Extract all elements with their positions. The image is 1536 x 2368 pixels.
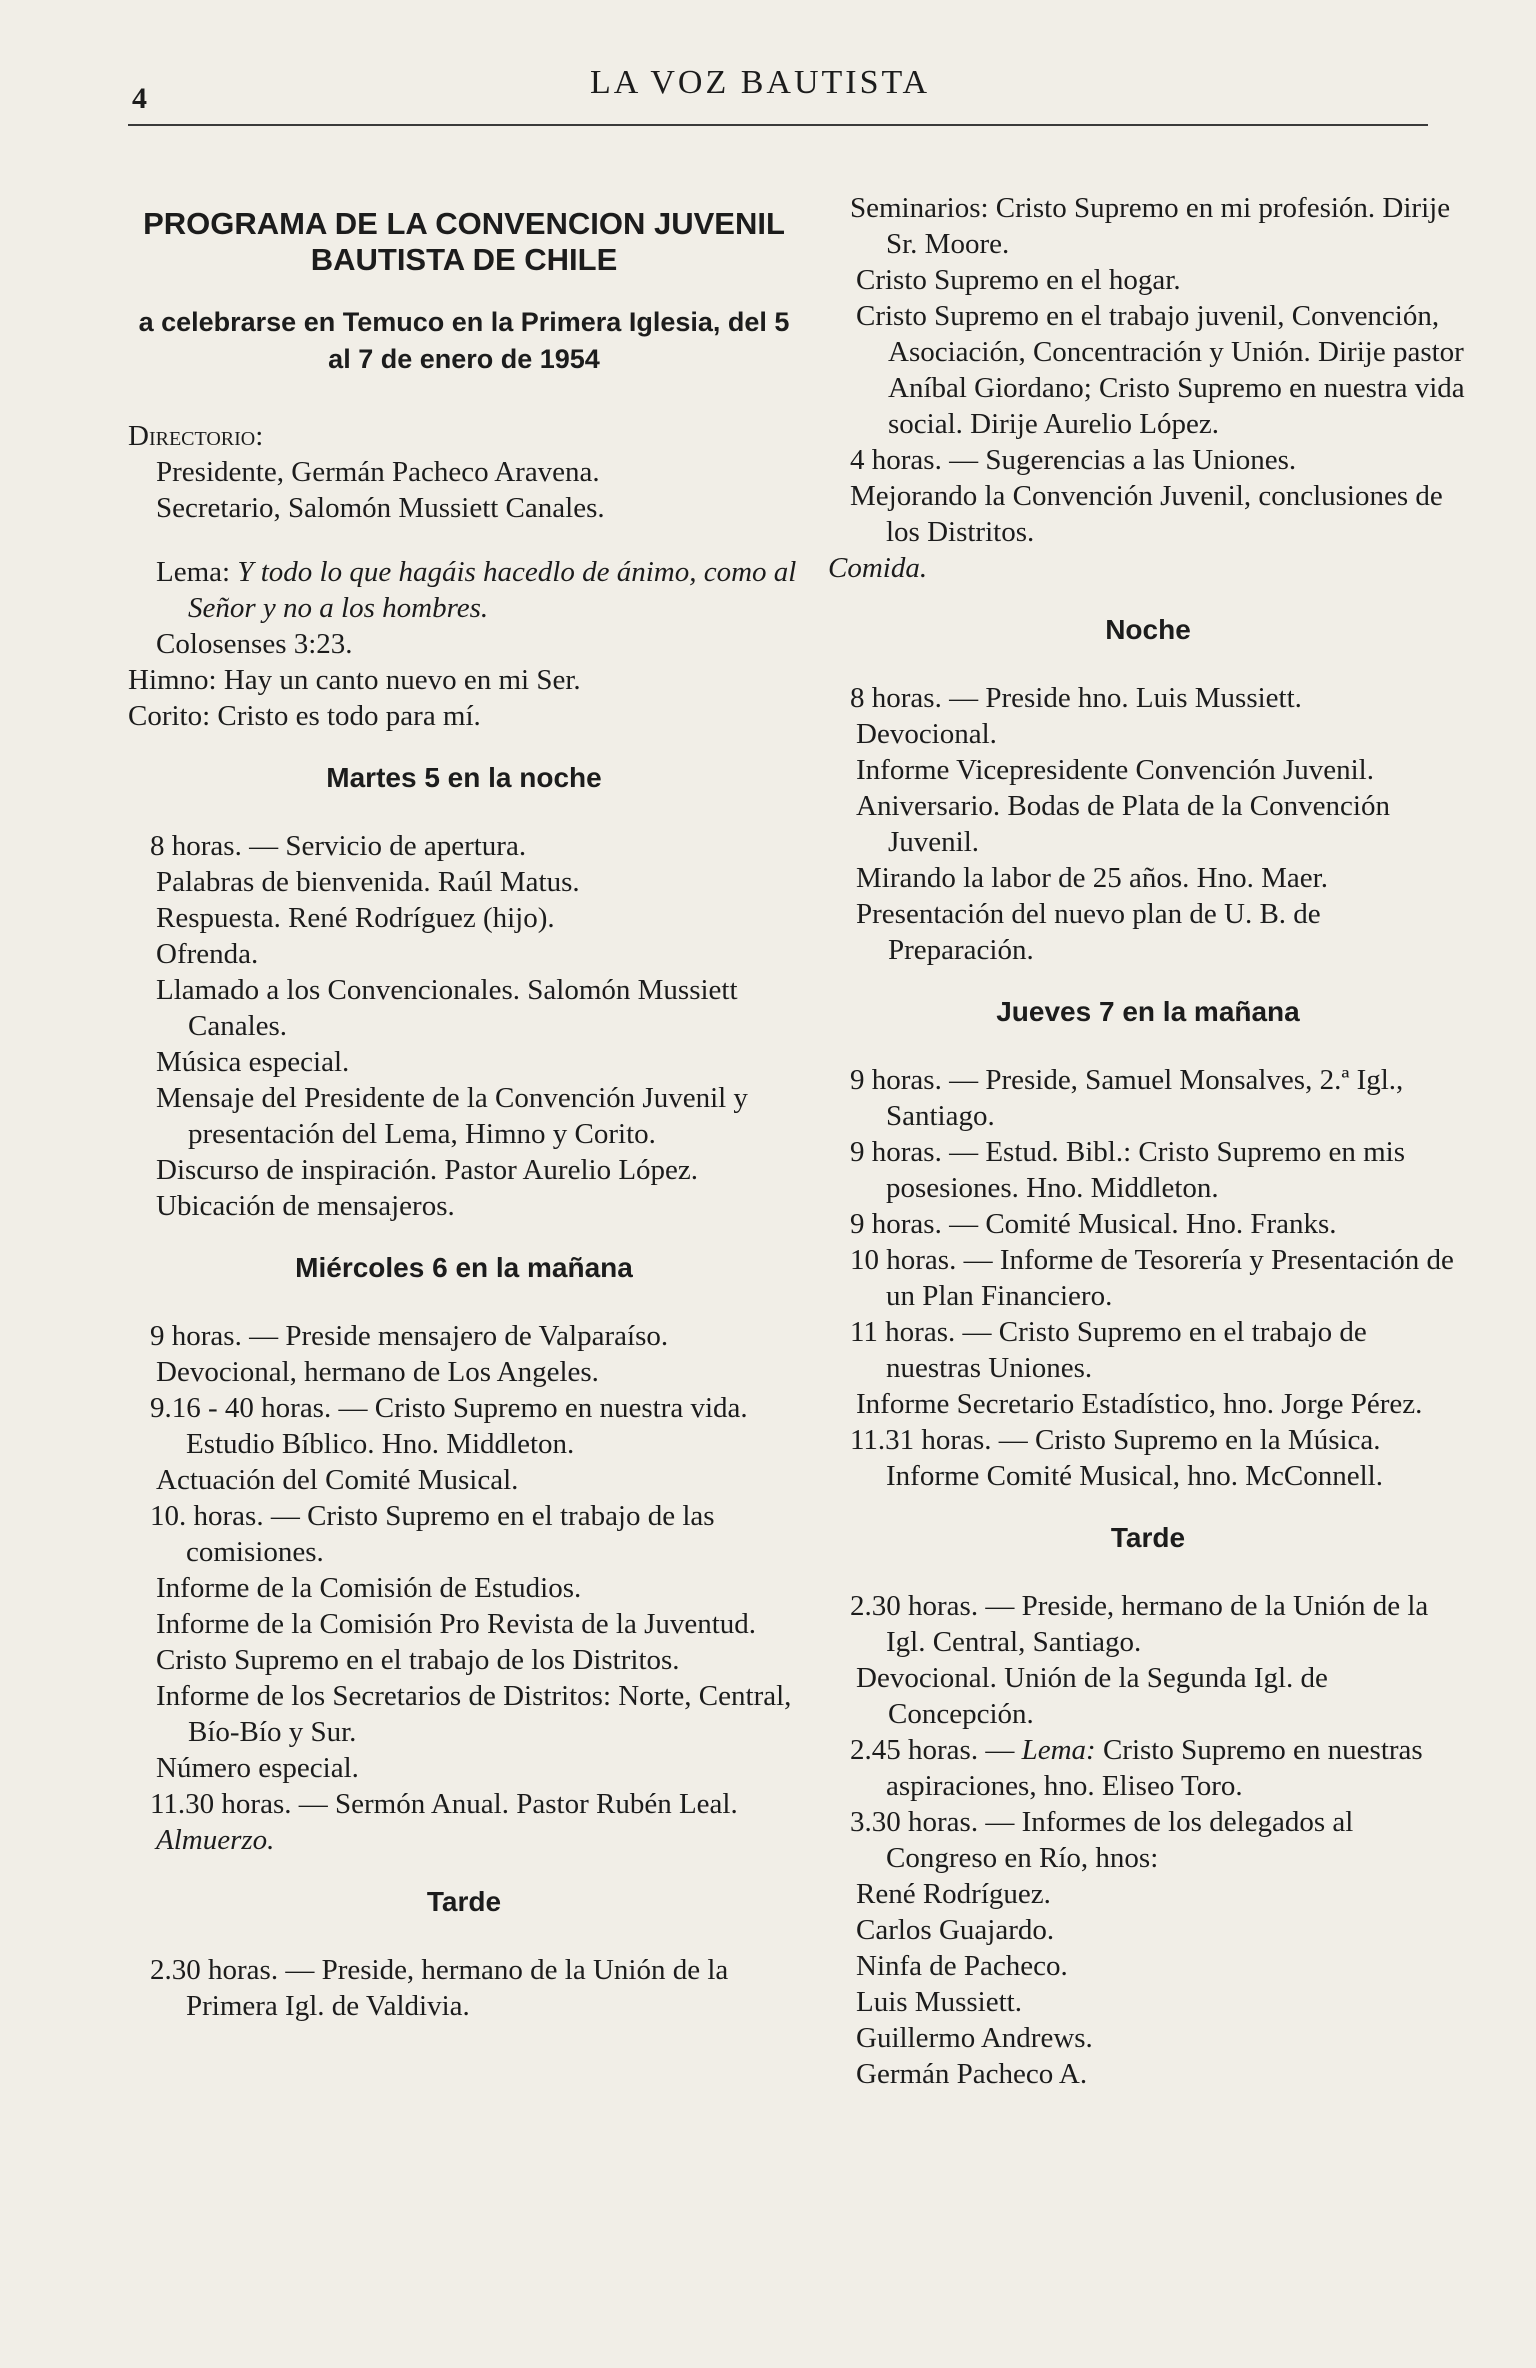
list-item: Aniversario. Bodas de Plata de la Convención Juvenil. xyxy=(856,790,1390,858)
list-item: 11.30 horas. — Sermón Anual. Pastor Rubén Leal. xyxy=(150,1788,738,1820)
delegate-name: Germán Pacheco A. xyxy=(856,2058,1088,2090)
list-item: Llamado a los Convencionales. Salomón Mussiett Canales. xyxy=(156,974,738,1042)
section-heading-noche: Noche xyxy=(1105,614,1191,645)
list-item: Seminarios: Cristo Supremo en mi profesión. Dirije Sr. Moore. xyxy=(850,192,1451,260)
delegate-name: Luis Mussiett. xyxy=(856,1986,1022,2018)
right-column xyxy=(828,190,1468,2092)
list-item: 8 horas. — Servicio de apertura. xyxy=(150,830,527,862)
list-item: 9.16 - 40 horas. — Cristo Supremo en nuestra vida. Estudio Bíblico. Hno. Middleton. xyxy=(150,1392,748,1460)
list-item: Devocional. Unión de la Segunda Igl. de Concepción. xyxy=(856,1662,1328,1730)
list-item: Respuesta. René Rodríguez (hijo). xyxy=(156,902,555,934)
lema-session-text: Cristo Supremo en nuestras aspiraciones, hno. Eliseo Toro. xyxy=(886,1734,1423,1802)
list-item: Cristo Supremo en el trabajo de los Distritos. xyxy=(156,1644,680,1676)
list-item: Devocional. xyxy=(856,718,997,750)
directorio-president: Presidente, Germán Pacheco Aravena. xyxy=(156,456,600,488)
list-item: Número especial. xyxy=(156,1752,359,1784)
program-subtitle: a celebrarse en Temuco en la Primera Iglesia, del 5 al 7 de enero de 1954 xyxy=(138,307,790,374)
list-item: Discurso de inspiración. Pastor Aurelio López. xyxy=(156,1154,699,1186)
list-item: Informe de los Secretarios de Distritos: Norte, Central, Bío-Bío y Sur. xyxy=(156,1680,792,1748)
list-item: Informe Vicepresidente Convención Juvenil. xyxy=(856,754,1374,786)
list-item: 9 horas. — Estud. Bibl.: Cristo Supremo en mis posesiones. Hno. Middleton. xyxy=(850,1136,1406,1204)
delegate-name: Carlos Guajardo. xyxy=(856,1914,1055,1946)
list-item: Cristo Supremo en el hogar. xyxy=(856,264,1181,296)
section-heading-miercoles: Miércoles 6 en la mañana xyxy=(295,1252,633,1283)
left-column xyxy=(128,196,800,2024)
section-heading-tarde-1: Tarde xyxy=(426,1886,502,1917)
lema-reference: Colosenses 3:23. xyxy=(156,628,353,660)
delegate-name: Guillermo Andrews. xyxy=(856,2022,1093,2054)
list-item: 10. horas. — Cristo Supremo en el trabajo de las comisiones. xyxy=(150,1500,715,1568)
list-item: Cristo Supremo en el trabajo juvenil, Convención, Asociación, Concentración y Unión. Dirije pastor Aníbal Giordano; Cristo Supremo en nuestra vida social. Dirije Aurelio López. xyxy=(856,300,1465,440)
list-item: 11.31 horas. — Cristo Supremo en la Música. Informe Comité Musical, hno. McConnell. xyxy=(850,1424,1383,1492)
directorio-secretary: Secretario, Salomón Mussiett Canales. xyxy=(156,492,605,524)
list-item: 9 horas. — Comité Musical. Hno. Franks. xyxy=(850,1208,1337,1240)
lema-session-label: Lema: xyxy=(1021,1734,1096,1766)
lema-session-time: 2.45 horas. — xyxy=(850,1734,1015,1766)
corito-line: Corito: Cristo es todo para mí. xyxy=(128,700,481,732)
list-item: 2.30 horas. — Preside, hermano de la Unión de la Primera Igl. de Valdivia. xyxy=(150,1954,729,2022)
section-heading-tarde-2: Tarde xyxy=(1110,1522,1186,1553)
comida-line: Comida. xyxy=(828,552,928,584)
list-item: 9 horas. — Preside mensajero de Valparaíso. xyxy=(150,1320,669,1352)
lema-label: Lema: xyxy=(156,556,231,588)
list-item: 10 horas. — Informe de Tesorería y Presentación de un Plan Financiero. xyxy=(850,1244,1454,1312)
list-item: 4 horas. — Sugerencias a las Uniones. xyxy=(850,444,1297,476)
almuerzo-line: Almuerzo. xyxy=(156,1824,275,1856)
list-item: 9 horas. — Preside, Samuel Monsalves, 2.ª Igl., Santiago. xyxy=(850,1064,1404,1132)
list-item: 11 horas. — Cristo Supremo en el trabajo de nuestras Uniones. xyxy=(850,1316,1367,1384)
list-item: Actuación del Comité Musical. xyxy=(156,1464,519,1496)
list-item: 3.30 horas. — Informes de los delegados al Congreso en Río, hnos: xyxy=(850,1806,1354,1874)
list-item: Devocional, hermano de Los Angeles. xyxy=(156,1356,599,1388)
lema-session-item xyxy=(828,1732,1468,1804)
delegate-name: Ninfa de Pacheco. xyxy=(856,1950,1068,1982)
list-item: Presentación del nuevo plan de U. B. de Preparación. xyxy=(856,898,1321,966)
list-item: 2.30 horas. — Preside, hermano de la Unión de la Igl. Central, Santiago. xyxy=(850,1590,1429,1658)
header-rule xyxy=(128,124,1428,126)
list-item: Ubicación de mensajeros. xyxy=(156,1190,455,1222)
lema-text: Y todo lo que hagáis hacedlo de ánimo, como al Señor y no a los hombres. xyxy=(188,556,797,624)
list-item: Mensaje del Presidente de la Convención Juvenil y presentación del Lema, Himno y Corito. xyxy=(156,1082,748,1150)
lema-paragraph xyxy=(128,554,800,626)
list-item: Ofrenda. xyxy=(156,938,259,970)
delegate-name: René Rodríguez. xyxy=(856,1878,1051,1910)
list-item: Palabras de bienvenida. Raúl Matus. xyxy=(156,866,580,898)
himno-line: Himno: Hay un canto nuevo en mi Ser. xyxy=(128,664,581,696)
list-item: Música especial. xyxy=(156,1046,350,1078)
list-item: Informe de la Comisión de Estudios. xyxy=(156,1572,582,1604)
program-title: PROGRAMA DE LA CONVENCION JUVENIL BAUTISTA DE CHILE xyxy=(143,206,785,277)
list-item: Mejorando la Convención Juvenil, conclusiones de los Distritos. xyxy=(850,480,1443,548)
directorio-label: Directorio: xyxy=(128,420,264,452)
section-heading-jueves: Jueves 7 en la mañana xyxy=(996,996,1300,1027)
page-number: 4 xyxy=(132,82,147,115)
list-item: Mirando la labor de 25 años. Hno. Maer. xyxy=(856,862,1328,894)
journal-title: LA VOZ BAUTISTA xyxy=(590,64,931,101)
list-item: Informe de la Comisión Pro Revista de la Juventud. xyxy=(156,1608,757,1640)
section-heading-martes: Martes 5 en la noche xyxy=(326,762,602,793)
list-item: Informe Secretario Estadístico, hno. Jorge Pérez. xyxy=(856,1388,1423,1420)
list-item: 8 horas. — Preside hno. Luis Mussiett. xyxy=(850,682,1302,714)
